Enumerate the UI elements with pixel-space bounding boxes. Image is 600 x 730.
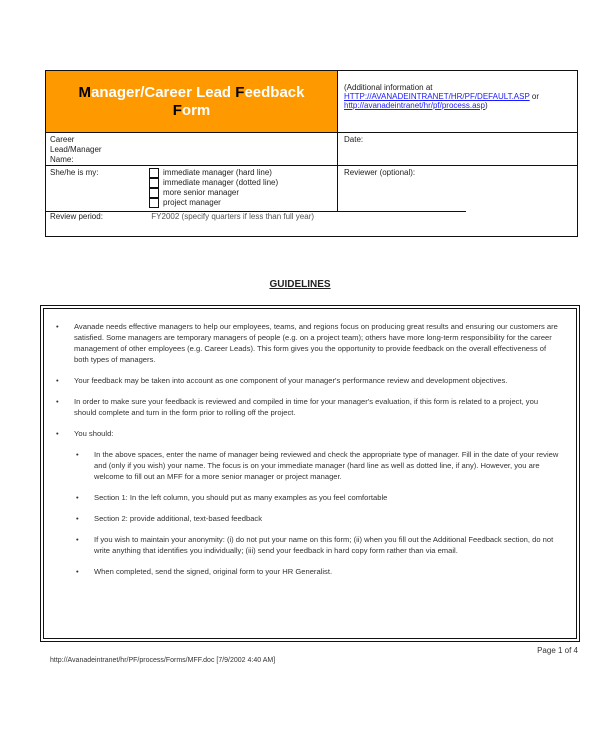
close-paren: ): [484, 101, 488, 110]
guidelines-box: [40, 305, 580, 642]
list-item: • Avanade needs effective managers to help our employees, teams, and regions focus on producing great results and ensuring our customers are satisfied. Some managers are temporary managers of people (e.g. on a project team); others have more long-term responsibility for the career management of other employees (e.g. Career Leads). This form gives you the opportunity to provide feedback on the overall effectiveness of both types of managers.: [56, 322, 558, 364]
list-item: • Your feedback may be taken into account as one component of your manager's performance review and development objectives.: [56, 376, 508, 385]
footer-path: http://Avanadeintranet/hr/PF/process/Forms/MFF.doc [7/9/2002 4:40 AM]: [50, 657, 276, 664]
sub-list-item: • If you wish to maintain your anonymity: (i) do not put your name on this form; (ii) when you fill out the Additional Feedback section, do not write anything that identifies you individually; (iii) send your feedback in hard copy form rather than via email.: [76, 535, 554, 555]
sub-list-item: • In the above spaces, enter the name of manager being reviewed and check the appropriate type of manager. Fill in the date of your review and (only if you wish) your name. The focus is on your immediate manager (hard line as well as dotted line, if any). However, you are welcome to fill out an MFF for a more senior manager or project manager.: [76, 450, 559, 481]
review-period-value: FY2002 (specify quarters if less than full year): [151, 212, 315, 221]
additional-info: (Additional information at: [344, 83, 433, 92]
list-item: • You should:: [56, 429, 114, 438]
sub-list-item: • Section 2: provide additional, text-based feedback: [76, 514, 263, 523]
review-period-label: Review period:: [50, 212, 103, 221]
form-title: Manager/Career Lead Feedback Form: [46, 71, 338, 132]
checkbox-dotted-line[interactable]: immediate manager (dotted line): [149, 178, 278, 188]
name-label: Career Lead/Manager Name:: [50, 135, 102, 164]
reviewer-label: Reviewer (optional):: [344, 168, 416, 177]
sub-list-item: • Section 1: In the left column, you should put as many examples as you feel comfortable: [76, 493, 388, 502]
or-text: or: [529, 92, 540, 101]
hr-link-1[interactable]: HTTP://AVANADEINTRANET/HR/PF/DEFAULT.ASP: [344, 92, 530, 101]
checkbox-project-manager[interactable]: project manager: [149, 198, 278, 208]
sub-list-item: • When completed, send the signed, original form to your HR Generalist.: [76, 567, 333, 576]
date-label: Date:: [344, 135, 364, 144]
list-item: • In order to make sure your feedback is reviewed and compiled in time for your manager's evaluation, if this form is related to a project, you should complete and turn in the form prior to rolling off the project.: [56, 397, 539, 417]
checkbox-hard-line[interactable]: immediate manager (hard line): [149, 168, 278, 178]
guidelines-title: GUIDELINES: [269, 279, 331, 290]
hr-link-2[interactable]: http://avanadeintranet/hr/pf/process.asp: [344, 101, 485, 110]
page-number: Page 1 of 4: [537, 646, 578, 655]
she-he-label: She/he is my:: [50, 168, 99, 177]
checkbox-senior-manager[interactable]: more senior manager: [149, 188, 278, 198]
